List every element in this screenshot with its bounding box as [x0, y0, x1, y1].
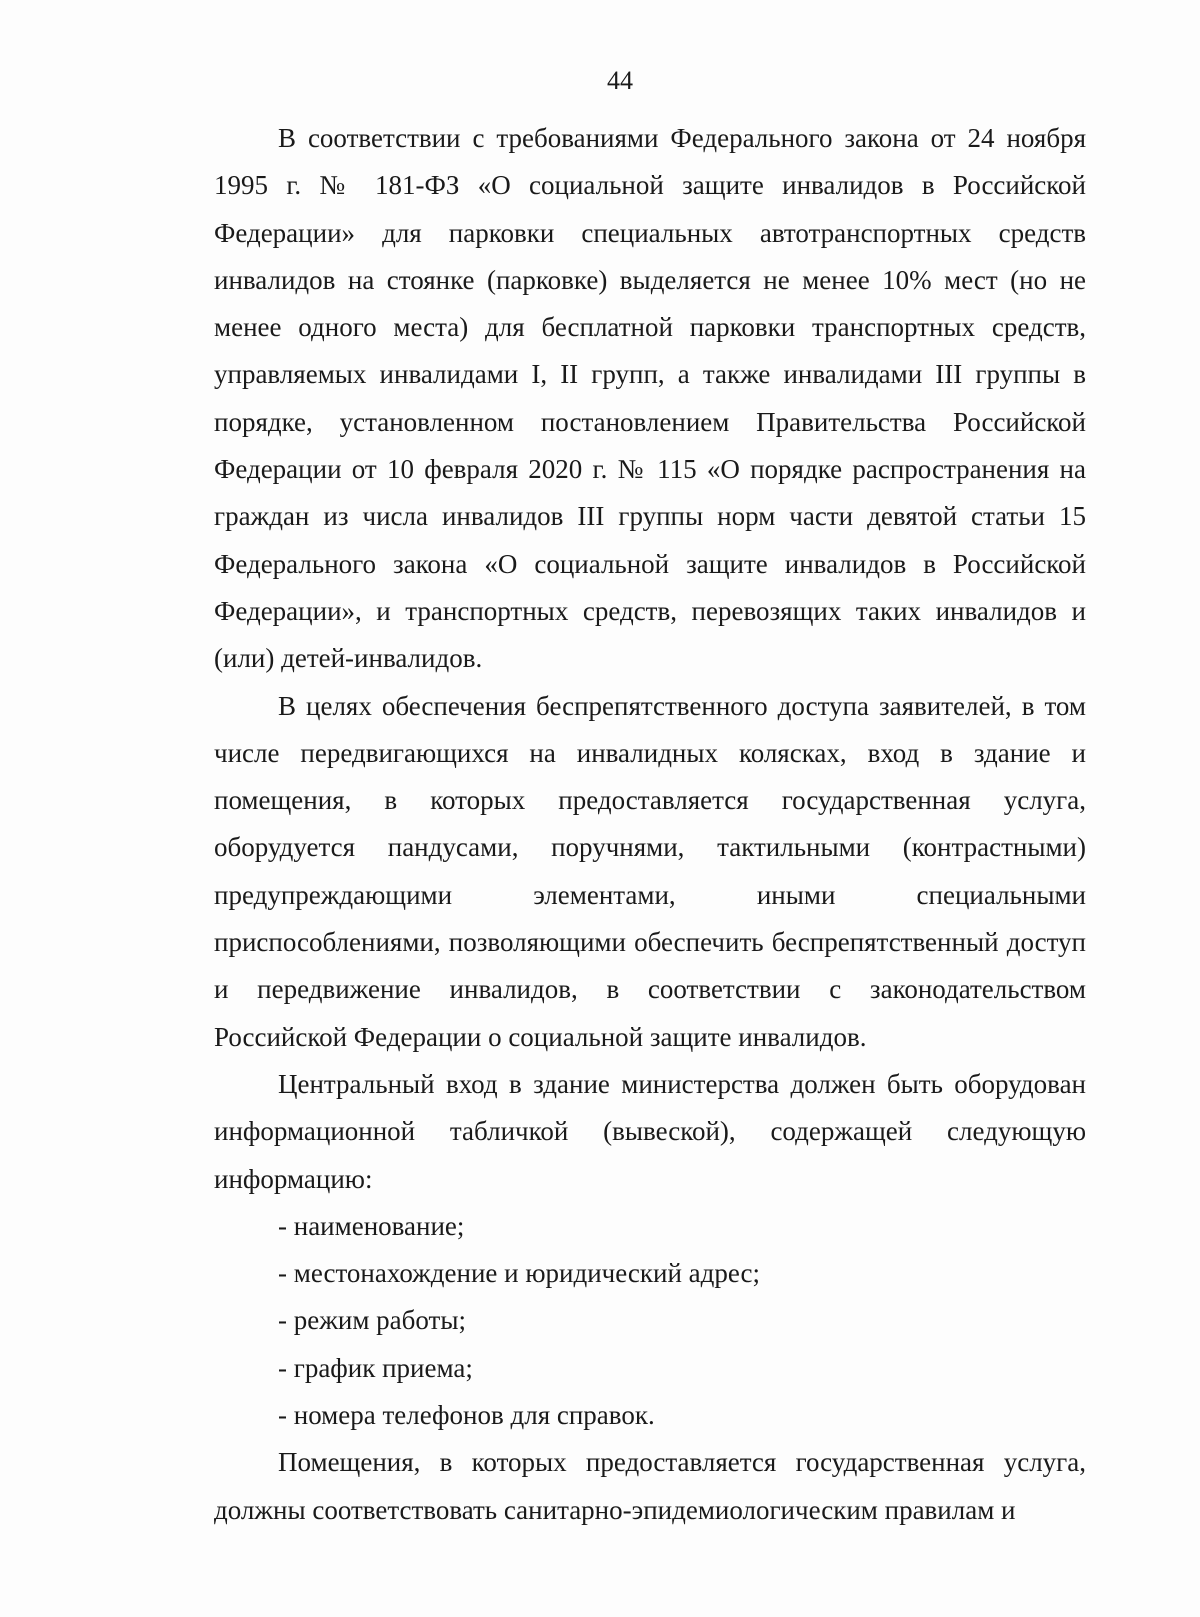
list-item: - график приема; — [278, 1352, 473, 1383]
paragraph-accessibility: В целях обеспечения беспрепятственного доступа заявителей, в том числе передвигающихся на инвалидных колясках, вход в здание и помещения, в которых предоставляется государственная услуга, оборудуется пандусами, поручнями, тактильными (контрастными) предупреждающими элементами, иными специальными приспособлениями, позволяющими обеспечить беспрепятственный доступ и передвижение инвалидов, в соответствии с законодательством Российской Федерации о социальной защите инвалидов. — [214, 690, 1086, 1052]
paragraph-premises: Помещения, в которых предоставляется государственная услуга, должны соответствовать санитарно-эпидемиологическим правилам и — [214, 1447, 1086, 1525]
paragraph-parking: В соответствии с требованиями Федерального закона от 24 ноября 1995 г. № 181-ФЗ «О социальной защите инвалидов в Российской Федерации» для парковки специальных автотранспортных средств инвалидов на стоянке (парковке) выделяется не менее 10% мест (но не менее одного места) для бесплатной парковки транспортных средств, управляемых инвалидами I, II групп, а также инвалидами III группы в порядке, установленном постановлением Правительства Российской Федерации от 10 февраля 2020 г. № 115 «О порядке распространения на граждан из числа инвалидов III группы норм части девятой статьи 15 Федерального закона «О социальной защите инвалидов в Российской Федерации», и транспортных средств, перевозящих таких инвалидов и (или) детей-инвалидов. — [214, 123, 1086, 674]
list-item: - номера телефонов для справок. — [278, 1400, 655, 1431]
list-item: - местонахождение и юридический адрес; — [278, 1258, 761, 1289]
list-item: - наименование; — [278, 1210, 465, 1241]
paragraph-entrance-sign: Центральный вход в здание министерства должен быть оборудован информационной табличкой (вывеской), содержащей следующую информацию: — [214, 1068, 1086, 1194]
document-body — [214, 115, 1086, 1534]
page-number: 44 — [607, 66, 633, 95]
list-item: - режим работы; — [278, 1305, 466, 1336]
